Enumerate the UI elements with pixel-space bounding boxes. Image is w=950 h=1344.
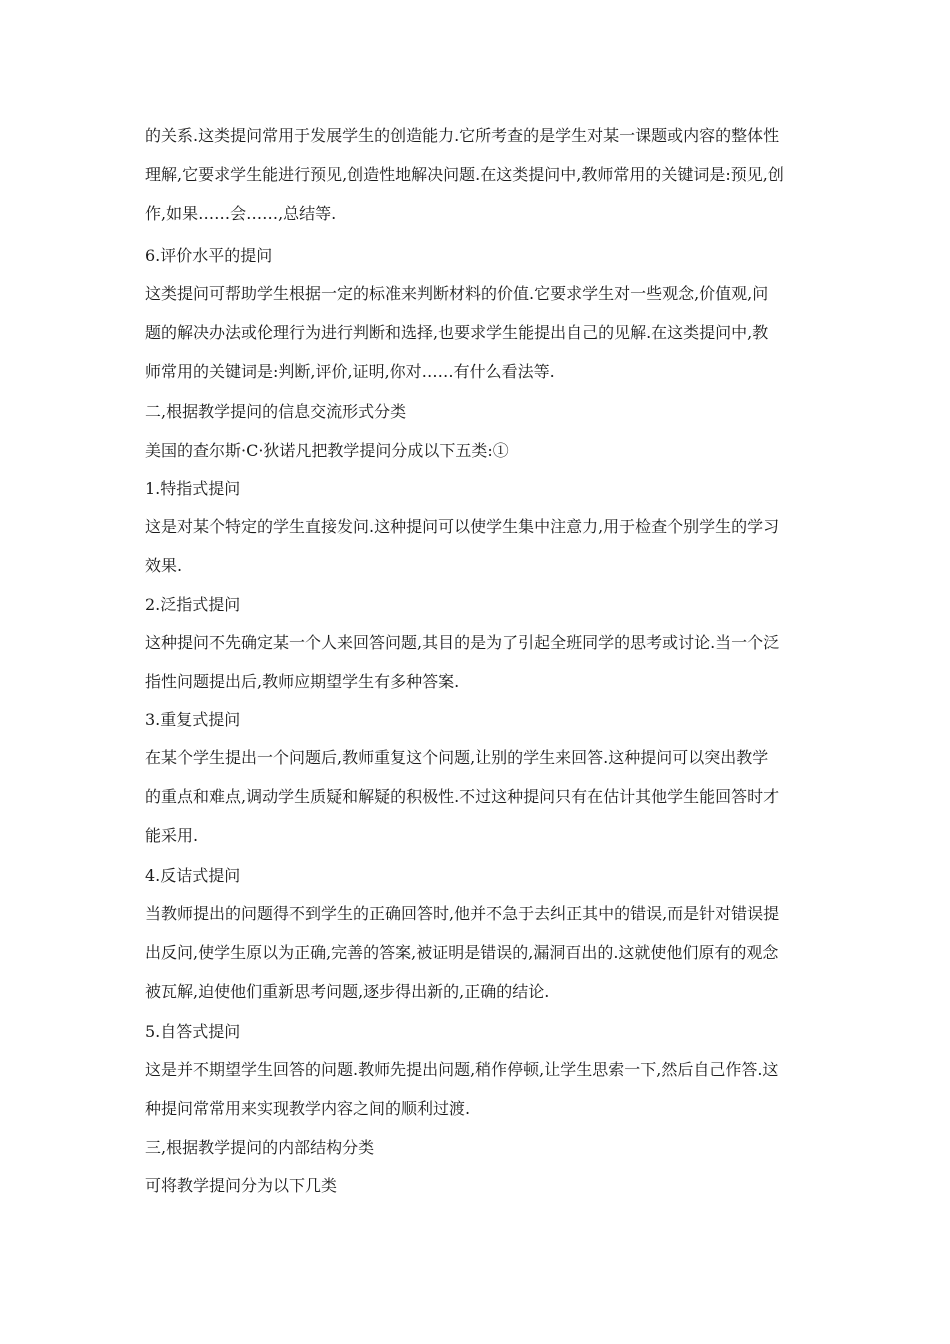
text-line: 在某个学生提出一个问题后,教师重复这个问题,让别的学生来回答.这种提问可以突出教学 [145,748,769,767]
section-heading: 可将教学提问分为以下几类 [145,1176,338,1195]
text-line: 种提问常常用来实现教学内容之间的顺利过渡. [145,1099,471,1118]
paragraph [145,623,810,701]
text-line: 指性问题提出后,教师应期望学生有多种答案. [145,672,460,691]
section-heading: 5.自答式提问 [145,1022,241,1041]
text-line: 出反问,使学生原以为正确,完善的答案,被证明是错误的,漏洞百出的.这就使他们原有的观念 [145,943,779,962]
text-line: 当教师提出的问题得不到学生的正确回答时,他并不急于去纠正其中的错误,而是针对错误提 [145,904,780,923]
intro-line: 美国的查尔斯·C·狄诺凡把教学提问分成以下五类:① [145,441,509,460]
text-line: 被瓦解,迫使他们重新思考问题,逐步得出新的,正确的结论. [145,982,550,1001]
section-heading: 1.特指式提问 [145,479,241,498]
text-line: 理解,它要求学生能进行预见,创造性地解决问题.在这类提问中,教师常用的关键词是:预见,创 [145,165,784,184]
text-line: 作,如果……会……,总结等. [145,204,337,223]
paragraph [145,507,810,585]
paragraph [145,738,810,855]
text-line: 这是对某个特定的学生直接发问.这种提问可以使学生集中注意力,用于检查个别学生的学习 [145,517,780,536]
text-line: 这是并不期望学生回答的问题.教师先提出问题,稍作停顿,让学生思索一下,然后自己作答.这 [145,1060,779,1079]
section-heading: 3.重复式提问 [145,710,241,729]
paragraph [145,894,810,1011]
text-line: 能采用. [145,826,199,845]
section-heading: 6.评价水平的提问 [145,246,273,265]
section-heading: 三,根据教学提问的内部结构分类 [145,1138,375,1157]
text-line: 师常用的关键词是:判断,评价,证明,你对……有什么看法等. [145,362,555,381]
paragraph [145,116,810,233]
text-line: 这种提问不先确定某一个人来回答问题,其目的是为了引起全班同学的思考或讨论.当一个泛 [145,633,780,652]
text-line: 效果. [145,556,183,575]
text-line: 的重点和难点,调动学生质疑和解疑的积极性.不过这种提问只有在估计其他学生能回答时才 [145,787,780,806]
section-heading: 2.泛指式提问 [145,595,241,614]
text-line: 的关系.这类提问常用于发展学生的创造能力.它所考查的是学生对某一课题或内容的整体性 [145,126,780,145]
text-line: 这类提问可帮助学生根据一定的标准来判断材料的价值.它要求学生对一些观念,价值观,问 [145,284,769,303]
section-heading: 4.反诘式提问 [145,866,241,885]
paragraph [145,274,810,391]
paragraph [145,1050,810,1128]
text-line: 题的解决办法或伦理行为进行判断和选择,也要求学生能提出自己的见解.在这类提问中,教 [145,323,769,342]
section-heading: 二,根据教学提问的信息交流形式分类 [145,402,407,421]
